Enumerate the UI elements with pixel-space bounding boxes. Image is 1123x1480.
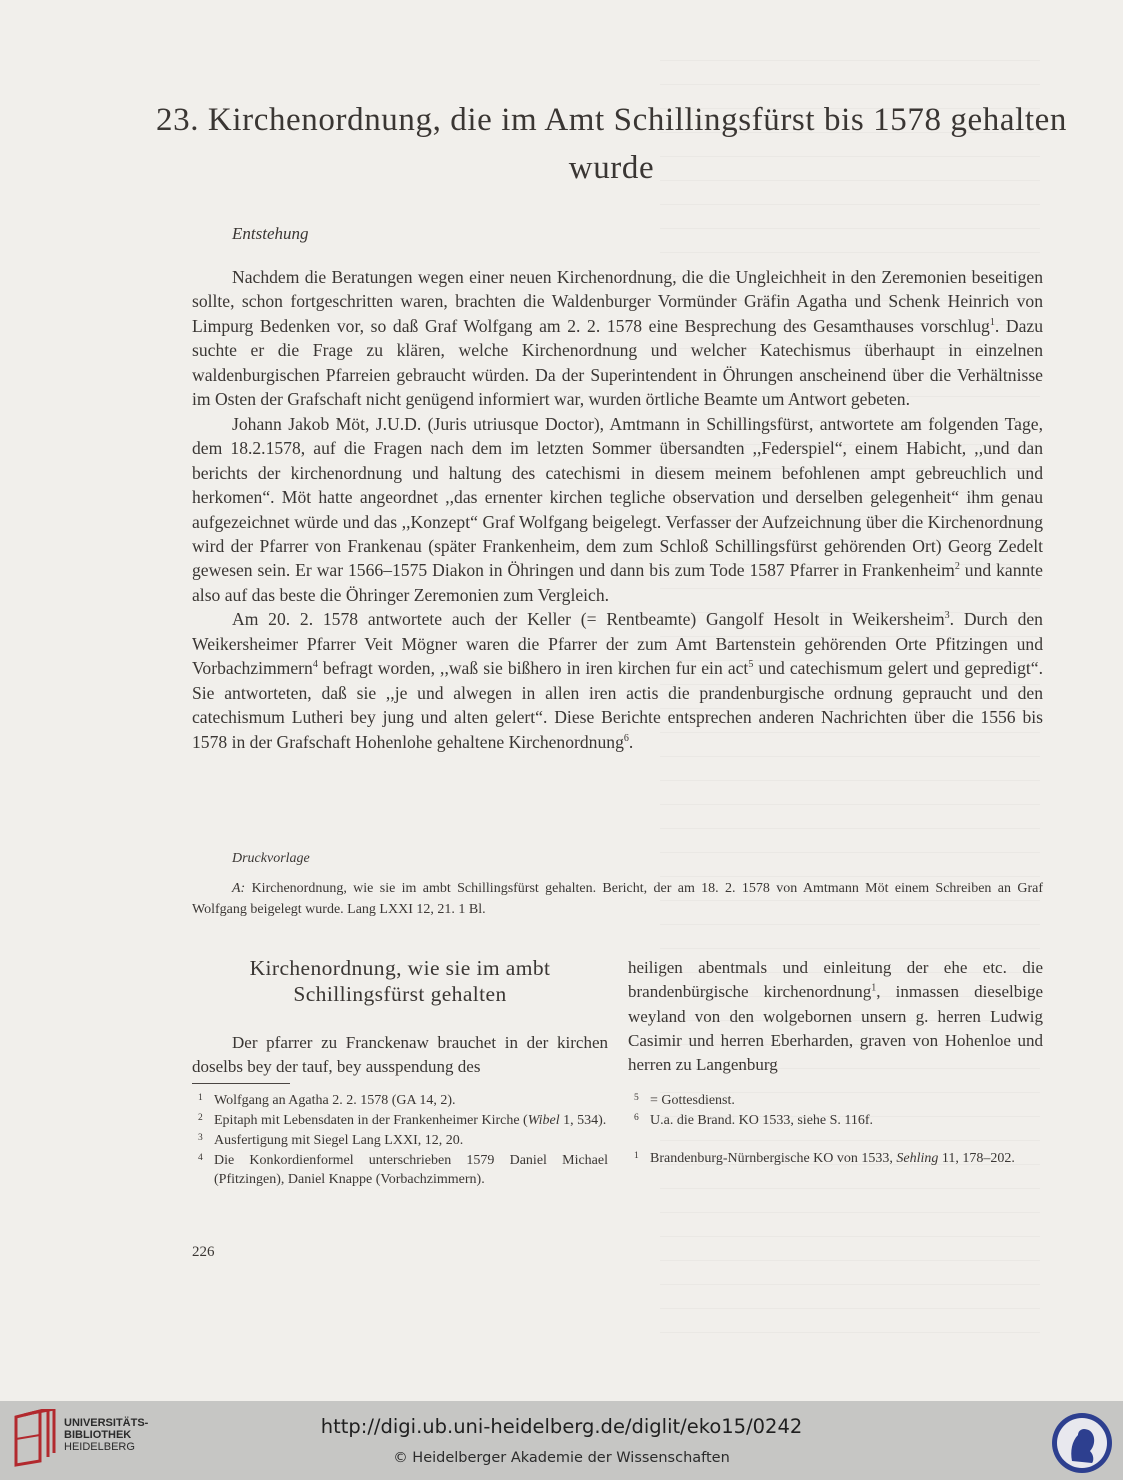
footnote-number: 1 — [634, 1150, 639, 1161]
university-library-logo-icon[interactable] — [10, 1409, 56, 1467]
document-url-link[interactable]: http://digi.ub.uni-heidelberg.de/diglit/eko15/0242 — [320, 1415, 803, 1438]
text-run: Brandenburg-Nürnbergische KO von 1533, — [650, 1150, 897, 1166]
footnotes-right-column — [628, 1092, 1043, 1170]
academy-seal-icon[interactable] — [1050, 1411, 1114, 1475]
footnote-rule — [192, 1083, 290, 1084]
paragraph — [192, 412, 1043, 608]
footnotes-document — [628, 1150, 1043, 1169]
footnote-number: 1 — [198, 1093, 203, 1103]
footnote — [192, 1152, 608, 1189]
druckvorlage-heading: Druckvorlage — [232, 851, 310, 866]
footnote-reference: 6 — [623, 732, 629, 744]
footnote-number: 3 — [198, 1133, 203, 1143]
page-title: 23. Kirchenordnung, die im Amt Schillingsfürst bis 1578 gehalten wurde — [156, 102, 1067, 186]
footnote — [192, 1092, 608, 1111]
page-number: 226 — [192, 1244, 215, 1260]
siglum: A: — [232, 881, 246, 896]
paragraph — [192, 265, 1043, 412]
footnote-reference: 5 — [748, 659, 754, 671]
text-run: Wolfgang an Agatha 2. 2. 1578 (GA 14, 2). — [214, 1093, 456, 1108]
footnote — [628, 1092, 1043, 1111]
text-run: Epitaph mit Lebensdaten in der Frankenheimer Kirche ( — [214, 1113, 528, 1128]
library-line: UNIVERSITÄTS- — [64, 1417, 149, 1429]
text-run: . Dazu suchte er die Frage zu klären, welche Kirchenordnung und welcher Katechismus überhaupt in einzelnen waldenburgischen Pfarreien gebraucht würden. Da der Superintendent in Öhrungen anscheinend über die Verhältnisse im Osten der Grafschaft nicht genügend informiert war, wurden örtliche Beamte um Antwort gebeten. — [192, 315, 1043, 410]
footnote-number: 2 — [198, 1113, 203, 1123]
footnote — [192, 1132, 608, 1151]
text-run: befragt worden, ,,waß sie bißhero in iren kirchen fur ein act — [317, 658, 749, 679]
document-text-left: Der pfarrer zu Franckenaw brauchet in der kirchen doselbs bey der tauf, bey ausspendung des — [192, 1033, 608, 1077]
text-run: und kannte also auf das beste die Öhringer Zeremonien zum Vergleich. — [192, 560, 1043, 605]
footnote-number: 6 — [634, 1113, 639, 1123]
text-run: U.a. die Brand. KO 1533, siehe S. 116f. — [650, 1113, 874, 1128]
footer-bar — [0, 1401, 1123, 1480]
text-run: Die Konkordienformel unterschrieben 1579 Daniel Michael (Pfitzingen), Daniel Knappe (Vorbachzimmern). — [214, 1153, 608, 1187]
footnotes-left — [192, 1092, 608, 1191]
footnote-reference: 1 — [871, 982, 877, 994]
footnote — [628, 1112, 1043, 1131]
text-run: . Durch den Weikersheimer Pfarrer Veit Mögner waren die Pfarrer der zum Amt Bartenstein gehörenden Orte Pfitzingen und Vorbachzimmern — [192, 609, 1043, 679]
text-run: Nachdem die Beratungen wegen einer neuen Kirchenordnung, die die Ungleichheit in den Zeremonien beseitigen sollte, schon fortgeschritten waren, brachten die Waldenburger Vormünder Gräfin Agatha und Schenk Heinrich von Limpurg Bedenken vor, so daß Graf Wolfgang am 2. 2. 1578 eine Besprechung des Gesamthauses vorschlug — [192, 267, 1043, 336]
footnote-reference: 1 — [989, 317, 995, 329]
text-run: Ausfertigung mit Siegel Lang LXXI, 12, 20. — [214, 1133, 464, 1148]
section-heading: Entstehung — [232, 224, 309, 243]
text-run: und catechismum gelert und gepredigt“. Sie antworteten, daß sie ,,je und alwegen in allen iren actis die prandenburgische ordnung gepraucht und den catechismum Lutheri bey jung und alten gelert“. Diese Berichte entsprechen anderen Nachrichten über die 1556 bis 1578 in der Grafschaft Hohenlohe gehaltene Kirchenordnung — [192, 658, 1043, 752]
druckvorlage-description: Kirchenordnung, wie sie im ambt Schillingsfürst gehalten. Bericht, der am 18. 2. 1578 von Amtmann Möt einem Schreiben an Graf Wolfgang beigelegt wurde. Lang LXXI 12, 21. 1 Bl. — [192, 881, 1043, 917]
library-name — [64, 1417, 148, 1453]
text-run: heiligen abentmals und einleitung der ehe etc. die brandenbürgische kirchenordnung — [628, 958, 1043, 1002]
italic-text: Wibel — [527, 1113, 560, 1128]
paragraph — [192, 607, 1043, 754]
druckvorlage-text — [192, 878, 1043, 920]
footnote — [628, 1150, 1043, 1169]
text-run: 1, 534). — [559, 1113, 607, 1128]
library-line: BIBLIOTHEK — [64, 1429, 132, 1441]
footnote — [192, 1112, 608, 1131]
document-text-right — [628, 956, 1043, 1077]
introduction-body — [192, 265, 1043, 754]
footnote-reference: 3 — [944, 610, 950, 622]
document-title: Kirchenordnung, wie sie im ambt Schillingsfürst gehalten — [249, 956, 551, 1006]
footnotes-right — [628, 1092, 1043, 1131]
footnote-reference: 2 — [954, 561, 960, 573]
footnote-number: 5 — [634, 1093, 639, 1103]
italic-text: Sehling — [896, 1150, 939, 1166]
text-run: Am 20. 2. 1578 antwortete auch der Keller (= Rentbeamte) Gangolf Hesolt in Weikersheim — [232, 609, 945, 630]
text-run: Johann Jakob Möt, J.U.D. (Juris utriusque Doctor), Amtmann in Schillingsfürst, antwortete am folgenden Tage, dem 18.2.1578, auf die Fragen nach dem im letzten Sommer übersandten ,,Federspiel“, einem Habicht, ,,und dan berichts der kirchenordnung und haltung des catechismi in diesem meinem befohlenen ampt gebreuchlich und herkomen“. Möt hatte angeordnet ,,das ernenter kirchen tegliche observation und derselben gelegenheit“ ihm genau aufgezeichnet würde und das ,,Konzept“ Graf Wolfgang beigelegt. Verfasser der Aufzeichnung über die Kirchenordnung wird der Pfarrer von Frankenau (später Frankenheim, dem zum Schloß Schillingsfürst gehörenden Ort) Georg Zedelt gewesen sein. Er war 1566–1575 Diakon in Öhringen und dann bis zum Tode 1587 Pfarrer in Frankenheim — [192, 413, 1043, 581]
text-run: , inmassen dieselbige weyland von den wolgebornen unsern g. herren Ludwig Casimir und herren Eberharden, graven von Hohenloe und herren zu Langenburg — [628, 982, 1043, 1075]
footnote-reference: 4 — [312, 659, 318, 671]
library-line: HEIDELBERG — [64, 1441, 135, 1453]
footnote-number: 4 — [198, 1153, 203, 1163]
text-run: = Gottesdienst. — [650, 1093, 735, 1108]
copyright-notice: © Heidelberger Akademie der Wissenschaften — [393, 1450, 730, 1466]
text-run: . — [628, 731, 634, 752]
text-run: 11, 178–202. — [938, 1150, 1015, 1166]
